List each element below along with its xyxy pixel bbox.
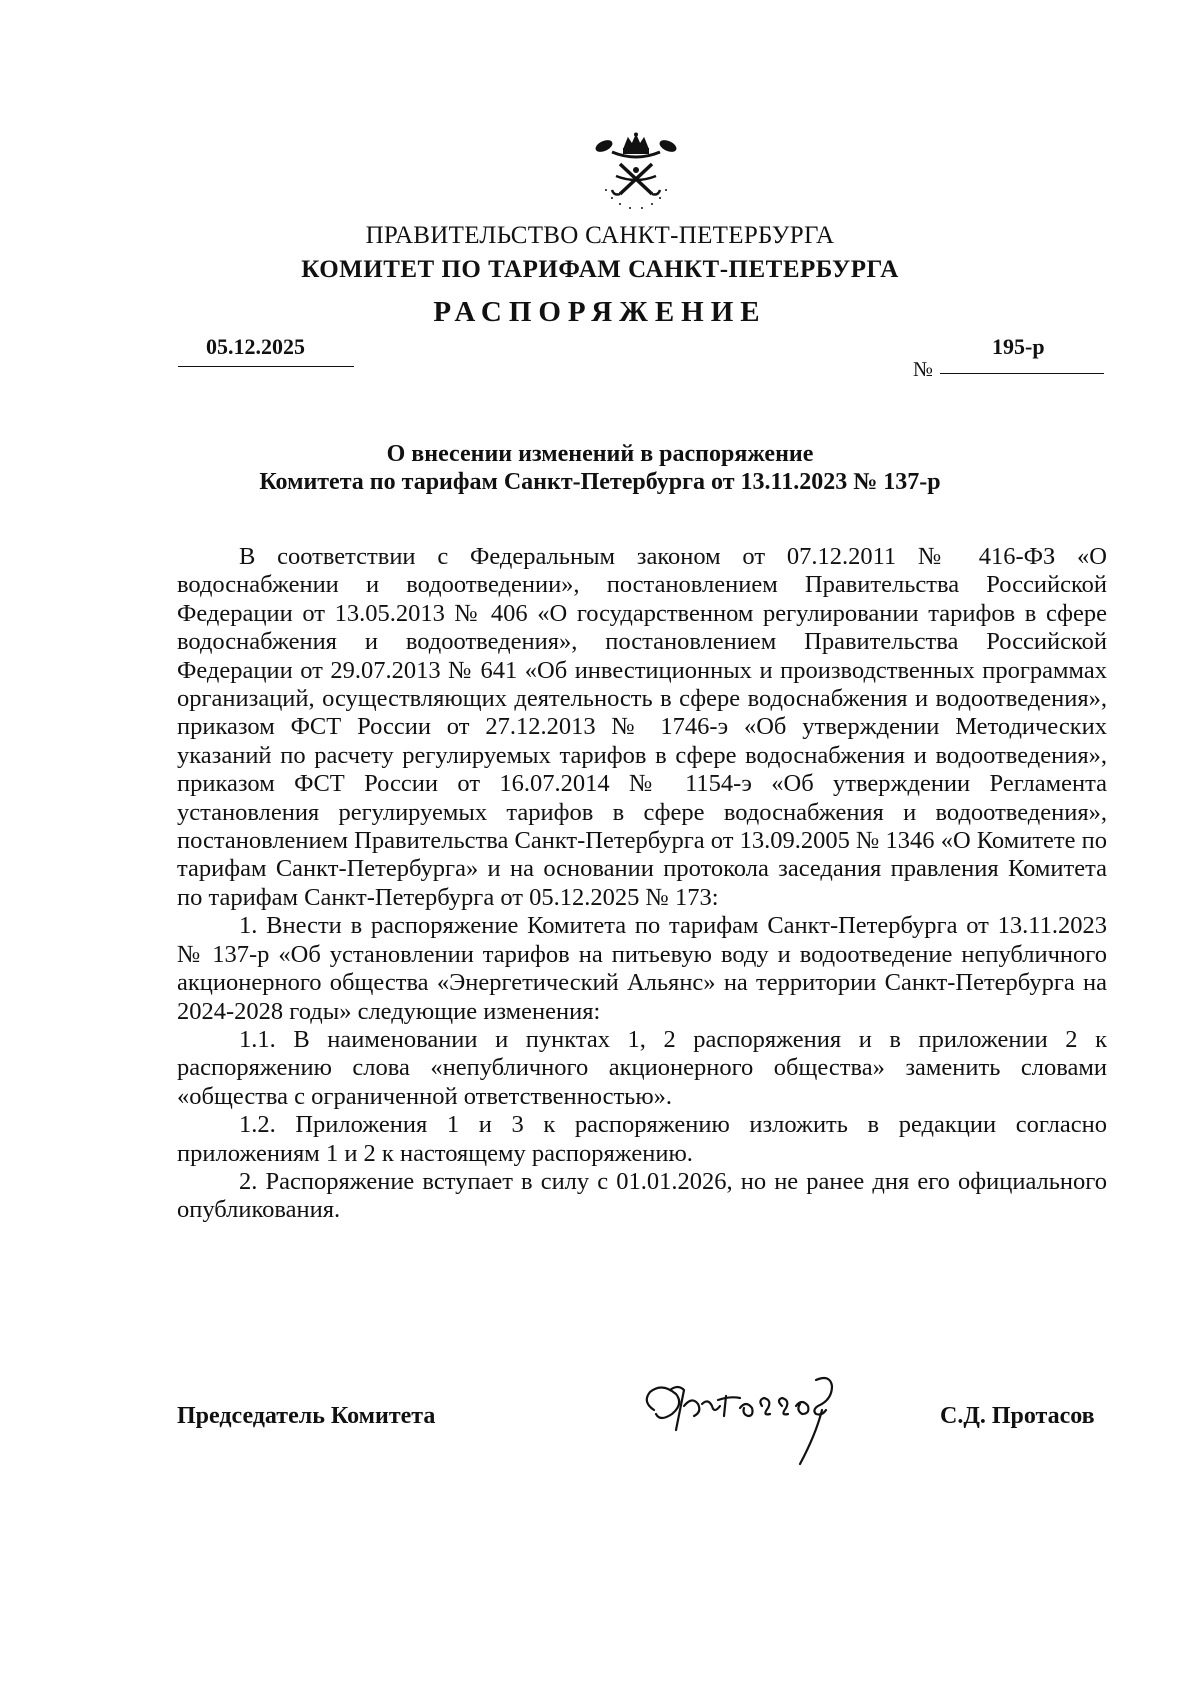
number-underline <box>940 373 1104 374</box>
government-name: ПРАВИТЕЛЬСТВО САНКТ-ПЕТЕРБУРГА <box>365 222 835 249</box>
handwritten-signature <box>636 1370 876 1480</box>
item-1-2-paragraph: 1.2. Приложения 1 и 3 к распоряжению изложить в редакции согласно приложениям 1 и 2 к настоящему распоряжению. <box>177 1111 1107 1167</box>
preamble-paragraph: В соответствии с Федеральным законом от 07.12.2011 № 416-ФЗ «О водоснабжении и водоотведении», постановлением Правительства Российской Федерации от 13.05.2013 № 406 «О государственном регулировании тарифов в сфере водоснабжения и водоотведения», постановлением Правительства Российской Федерации от 29.07.2013 № 641 «Об инвестиционных и производственных программах организаций, осуществляющих деятельность в сфере водоснабжения и водоотведения», приказом ФСТ России от 27.12.2013 № 1746-э «Об утверждении Методических указаний по расчету регулируемых тарифов в сфере водоснабжения и водоотведения», приказом ФСТ России от 16.07.2014 № 1154-э «Об утверждении Регламента установления регулируемых тарифов в сфере водоснабжения и водоотведения», постановлением Правительства Санкт-Петербурга от 13.09.2005 № 1346 «О Комитете по тарифам Санкт-Петербурга» и на основании протокола заседания правления Комитета по тарифам Санкт-Петербурга от 05.12.2025 № 173: <box>177 543 1107 911</box>
document-number: 195-р <box>992 334 1045 359</box>
document-title-line-1: О внесении изменений в распоряжение <box>386 441 814 467</box>
signatory-name: С.Д. Протасов <box>940 1403 1095 1429</box>
committee-name: КОМИТЕТ ПО ТАРИФАМ САНКТ-ПЕТЕРБУРГА <box>301 256 899 283</box>
document-body <box>177 543 1107 1225</box>
document-date: 05.12.2025 <box>206 334 305 359</box>
date-underline <box>178 366 354 367</box>
signatory-position: Председатель Комитета <box>177 1403 436 1429</box>
document-type: РАСПОРЯЖЕНИЕ <box>433 296 767 328</box>
item-1-1-paragraph: 1.1. В наименовании и пунктах 1, 2 распоряжения и в приложении 2 к распоряжению слова «непубличного акционерного общества» заменить словами «общества с ограниченной ответственностью». <box>177 1025 1107 1110</box>
coat-of-arms-icon <box>590 132 682 212</box>
item-1-paragraph: 1. Внести в распоряжение Комитета по тарифам Санкт-Петербурга от 13.11.2023 № 137-р «Об установлении тарифов на питьевую воду и водоотведение непубличного акционерного общества «Энергетический Альянс» на территории Санкт-Петербурга на 2024-2028 годы» следующие изменения: <box>177 912 1107 1025</box>
item-2-paragraph: 2. Распоряжение вступает в силу с 01.01.2026, но не ранее дня его официального опубликования. <box>177 1167 1107 1224</box>
document-title-line-2: Комитета по тарифам Санкт-Петербурга от 13.11.2023 № 137-р <box>259 469 941 495</box>
number-sign: № <box>913 357 934 381</box>
